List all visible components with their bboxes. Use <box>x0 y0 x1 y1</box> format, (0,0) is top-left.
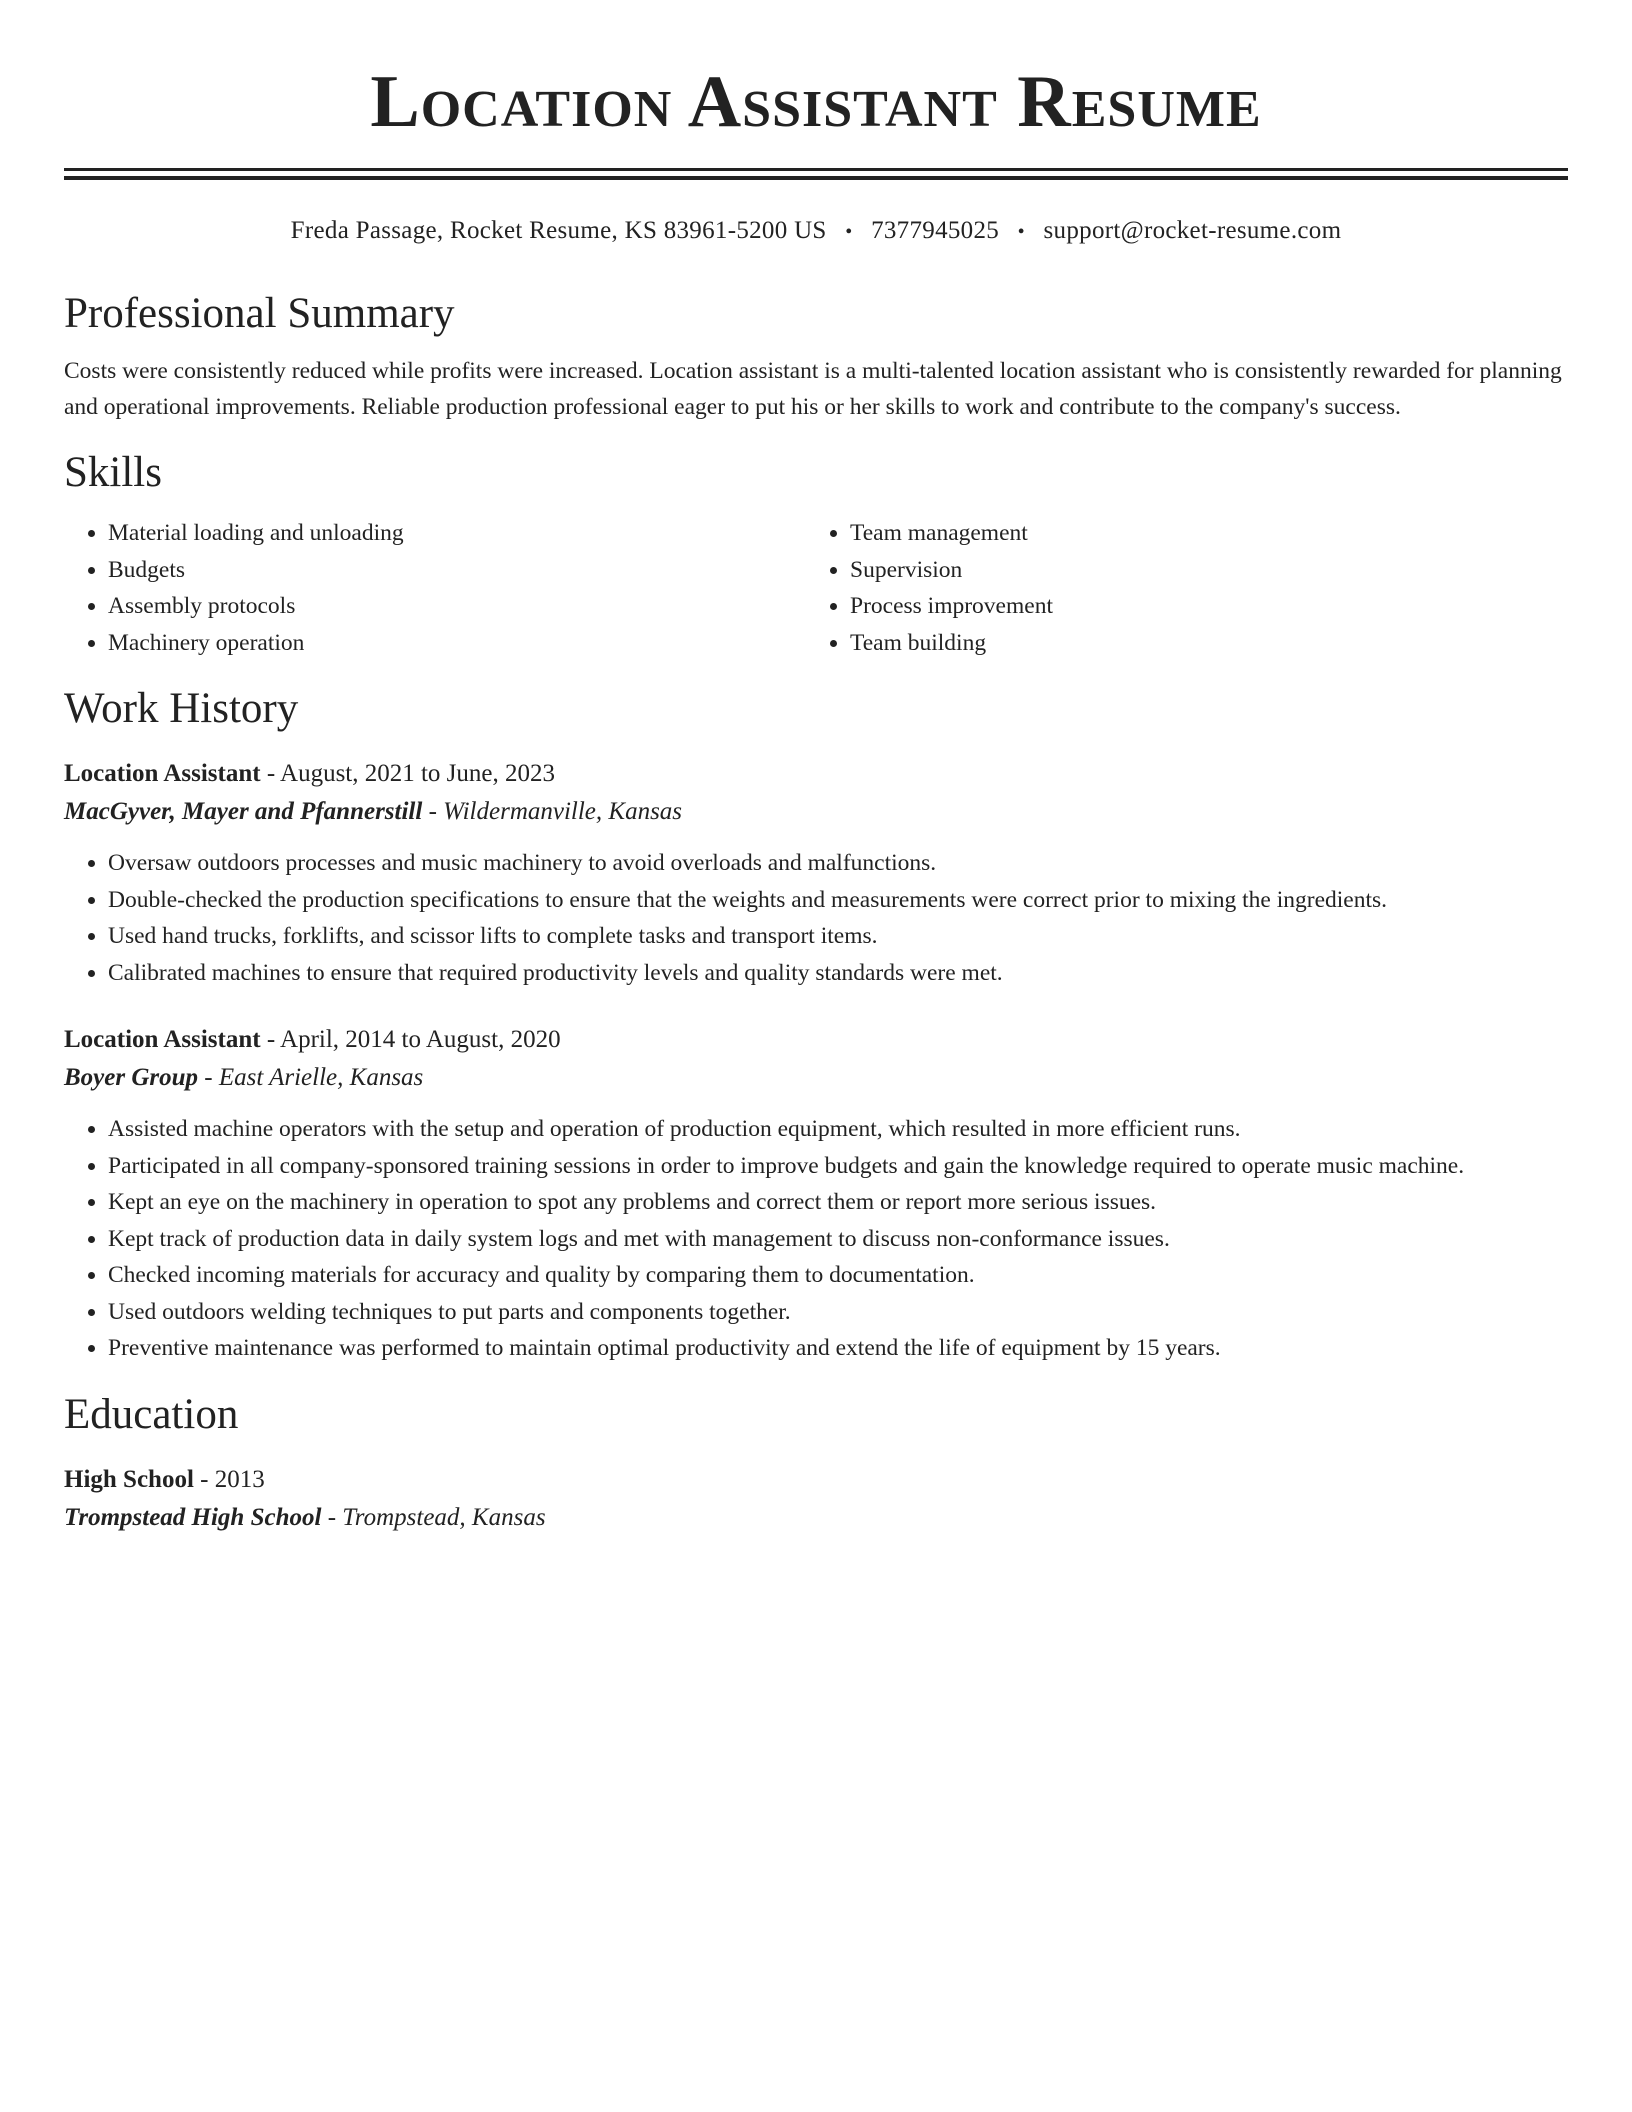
skill-item: • Machinery operation <box>108 625 806 662</box>
summary-text: Costs were consistently reduced while profits were increased. Location assistant is a multi-talented location assistant who is consistently rewarded for planning and operational improvements. Reliable production professional eager to put his or her skills to work and contribute to the company's success. <box>64 358 1562 420</box>
job-bullet: • Participated in all company-sponsored training sessions in order to improve budgets and gain the knowledge required to operate music machine. <box>108 1148 1568 1185</box>
education-year: - 2013 <box>193 1465 265 1493</box>
resume-title: Location Assistant Resume <box>370 61 1262 143</box>
education-degree-line <box>64 1461 1568 1499</box>
contact-separator: • <box>845 221 853 243</box>
skill-item: • Team management <box>850 515 1566 552</box>
skill-item: • Budgets <box>108 552 806 589</box>
contact-address: Freda Passage, Rocket Resume, KS 83961-5200 US <box>290 217 827 244</box>
contact-phone: 7377945025 <box>871 217 1000 244</box>
title-rule-bottom <box>64 176 1568 180</box>
job-dates: - August, 2021 to June, 2023 <box>260 760 556 787</box>
education-entry <box>64 1461 1568 1537</box>
job-company: MacGyver, Mayer and Pfannerstill <box>64 798 423 825</box>
education-heading: Education <box>64 1390 239 1438</box>
contact-separator: • <box>1017 221 1025 243</box>
job-location: - Wildermanville, Kansas <box>422 798 683 825</box>
contact-line <box>64 215 1568 248</box>
job-bullet: • Checked incoming materials for accuracy and quality by comparing them to documentation. <box>108 1257 1568 1294</box>
job-title-line <box>64 1021 1568 1059</box>
skills-column-left <box>64 515 806 661</box>
job-entry <box>64 755 1568 991</box>
skills-column-right <box>806 515 1566 661</box>
job-entry <box>64 1021 1568 1367</box>
job-title-line <box>64 755 1568 793</box>
skill-item: • Process improvement <box>850 588 1566 625</box>
job-title: Location Assistant <box>64 1026 261 1053</box>
job-location: - East Arielle, Kansas <box>198 1064 424 1091</box>
job-company: Boyer Group <box>64 1064 199 1091</box>
summary-heading: Professional Summary <box>64 290 455 337</box>
job-bullet: • Kept an eye on the machinery in operation to spot any problems and correct them or report more serious issues. <box>108 1184 1568 1221</box>
skill-item: • Assembly protocols <box>108 588 806 625</box>
job-bullet: • Double-checked the production specifications to ensure that the weights and measurements were correct prior to mixing the ingredients. <box>108 882 1568 919</box>
job-bullet: • Kept track of production data in daily system logs and met with management to discuss non-conformance issues. <box>108 1221 1568 1258</box>
education-school-line <box>64 1499 1568 1537</box>
job-bullet: • Used hand trucks, forklifts, and scissor lifts to complete tasks and transport items. <box>108 918 1568 955</box>
job-company-line <box>64 1059 1568 1097</box>
education-location: - Trompstead, Kansas <box>321 1503 546 1531</box>
job-bullets <box>64 845 1568 991</box>
job-title: Location Assistant <box>64 760 261 787</box>
skills-list <box>64 515 1568 661</box>
job-dates: - April, 2014 to August, 2020 <box>260 1026 561 1053</box>
job-bullet: • Used outdoors welding techniques to put parts and components together. <box>108 1294 1568 1331</box>
education-degree: High School <box>64 1465 194 1493</box>
skill-item: • Team building <box>850 625 1566 662</box>
job-bullet: • Calibrated machines to ensure that required productivity levels and quality standards were met. <box>108 955 1568 992</box>
job-company-line <box>64 793 1568 831</box>
job-bullet: • Assisted machine operators with the setup and operation of production equipment, which resulted in more efficient runs. <box>108 1111 1568 1148</box>
title-rule-top <box>64 168 1568 171</box>
skill-item: • Supervision <box>850 552 1566 589</box>
skill-item: • Material loading and unloading <box>108 515 806 552</box>
education-school: Trompstead High School <box>64 1503 322 1531</box>
work-history-heading: Work History <box>64 685 299 732</box>
contact-email: support@rocket-resume.com <box>1043 217 1342 244</box>
job-bullet: • Oversaw outdoors processes and music machinery to avoid overloads and malfunctions. <box>108 845 1568 882</box>
skills-heading: Skills <box>64 449 162 496</box>
job-bullets <box>64 1111 1568 1367</box>
job-bullet: • Preventive maintenance was performed to maintain optimal productivity and extend the life of equipment by 15 years. <box>108 1330 1568 1367</box>
